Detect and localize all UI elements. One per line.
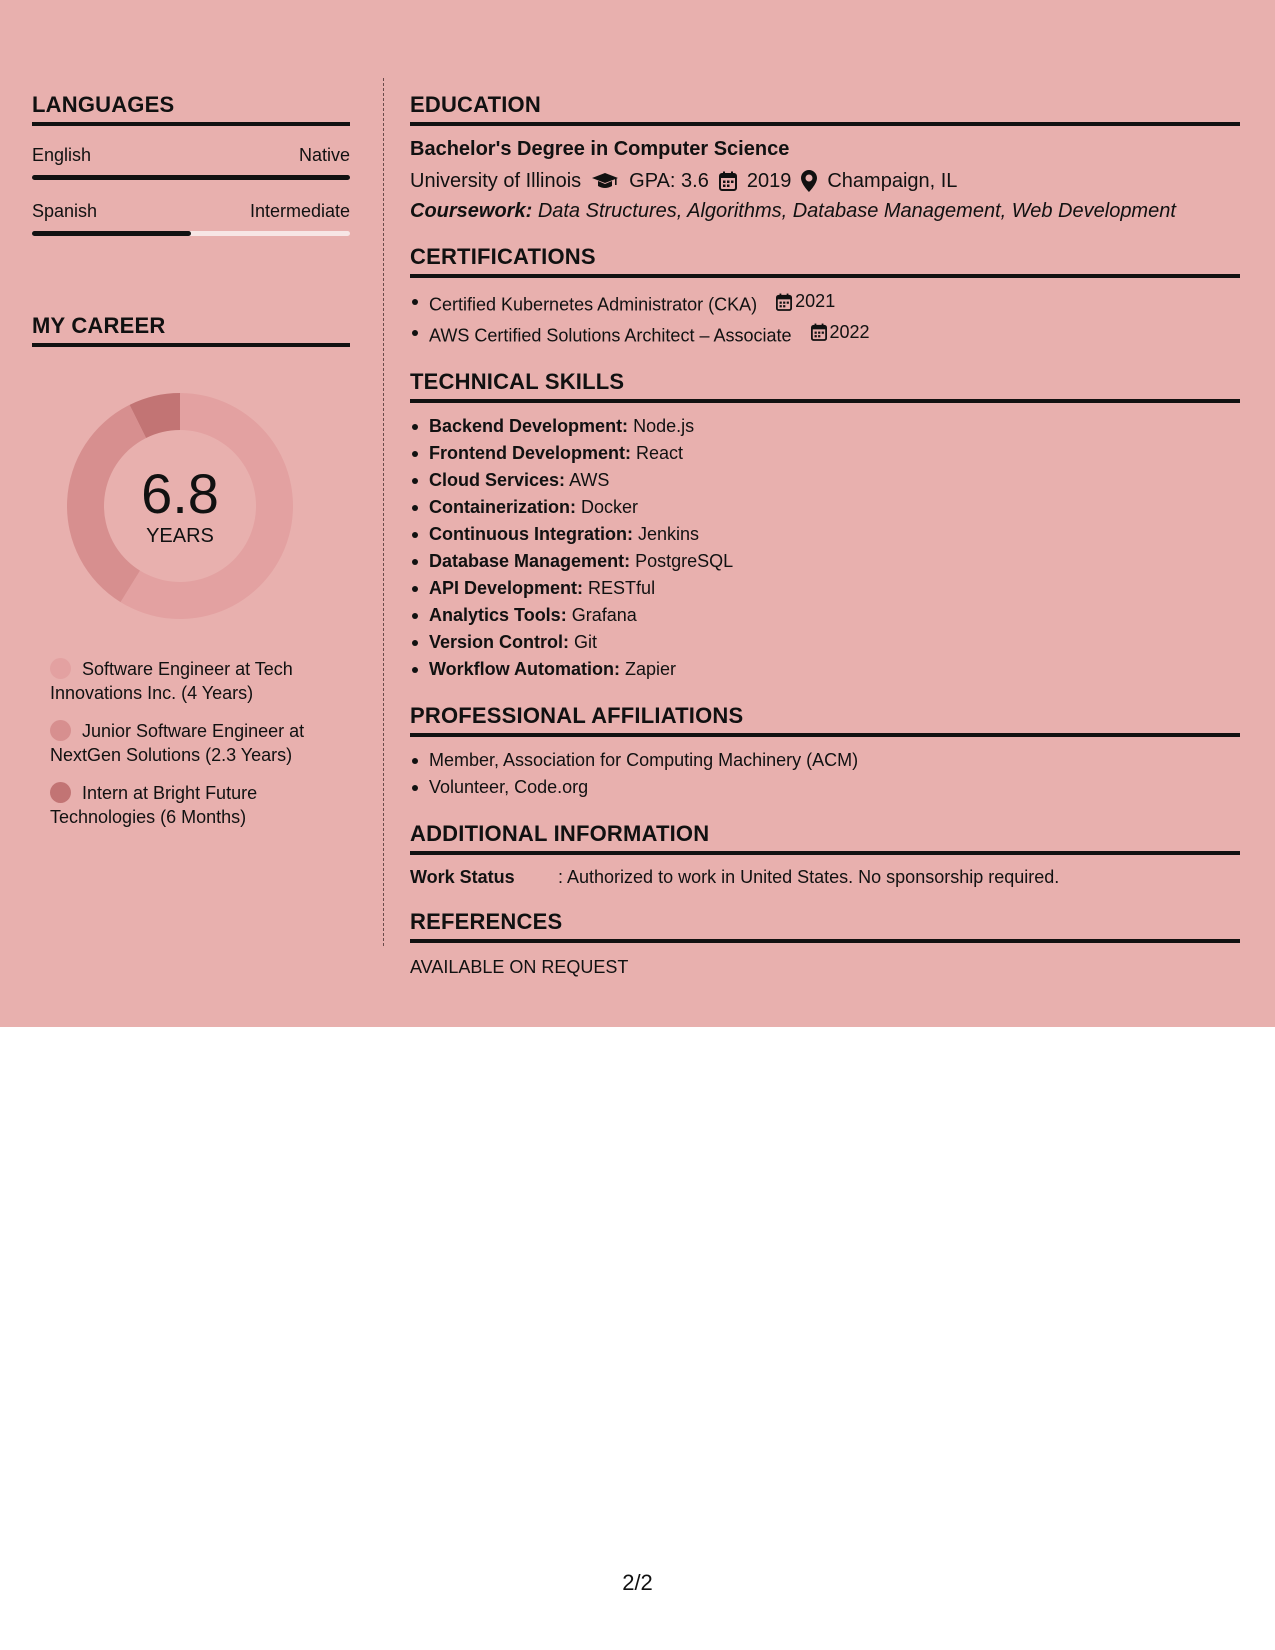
skill-category: Workflow Automation: [429,659,620,679]
right-column [410,92,1240,979]
legend-dot [50,782,71,803]
career-donut-chart [65,391,295,621]
education-coursework [410,198,1240,224]
references-text: AVAILABLE ON REQUEST [410,957,629,977]
certifications-section [410,244,1240,349]
graduation-cap-icon [591,172,619,190]
legend-dot [50,720,71,741]
skill-value: React [636,443,684,463]
list-item [410,575,1240,602]
languages-title: LANGUAGES [32,92,350,126]
list-item [410,319,1240,350]
skills-title: TECHNICAL SKILLS [410,369,1240,403]
education-school: University of Illinois [410,170,582,192]
calendar-icon [776,293,792,311]
skill-category: Analytics Tools: [429,605,567,625]
skills-list [410,413,1240,683]
skill-category: Continuous Integration: [429,524,633,544]
certifications-list [410,288,1240,349]
list-item: Volunteer, Code.org [410,774,1240,801]
list-item [410,413,1240,440]
legend-dot [50,658,71,679]
legend-label: Intern at Bright Future Technologies (6 Months) [50,783,258,827]
language-item [32,144,350,180]
map-pin-icon [801,170,817,192]
skills-section [410,369,1240,683]
legend-item [50,719,320,767]
left-column [32,92,350,843]
certifications-title: CERTIFICATIONS [410,244,1240,278]
skill-category: API Development: [429,578,584,598]
affiliations-title: PROFESSIONAL AFFILIATIONS [410,703,1240,737]
skill-category: Backend Development: [429,416,629,436]
work-status-row [410,865,1240,889]
skill-category: Containerization: [429,497,576,517]
education-degree: Bachelor's Degree in Computer Science [410,138,790,160]
references-section [410,909,1240,979]
language-level: Native [298,145,350,165]
column-divider [383,78,384,946]
certification-name: AWS Certified Solutions Architect – Associate [429,325,792,345]
total-years-value: 6.8 [141,462,219,525]
skill-value: PostgreSQL [635,551,734,571]
certification-name: Certified Kubernetes Administrator (CKA) [429,294,758,315]
legend-item [50,781,320,829]
certification-year: 2022 [829,321,870,342]
list-item [410,548,1240,575]
skill-value: Docker [581,497,639,517]
language-bar [32,175,350,180]
certification-year: 2021 [795,291,836,311]
legend-label: Junior Software Engineer at NextGen Solutions (2.3 Years) [50,721,305,765]
education-year: 2019 [746,170,792,192]
skill-category: Database Management: [429,551,631,571]
list-item [410,656,1240,683]
affiliations-list [410,747,1240,801]
list-item [410,467,1240,494]
skill-value: Node.js [633,416,695,436]
language-level: Intermediate [249,201,350,221]
additional-info-title: ADDITIONAL INFORMATION [410,821,1240,855]
list-item [410,602,1240,629]
language-name: Spanish [32,201,98,221]
education-location: Champaign, IL [827,170,958,192]
language-bar-fill [32,231,191,236]
skill-value: AWS [569,470,610,490]
work-status-label: Work Status [410,867,515,887]
donut-center [65,391,295,621]
skill-value: RESTful [588,578,656,598]
list-item [410,288,1240,319]
list-item: Member, Association for Computing Machinery (ACM) [410,747,1240,774]
legend-label: Software Engineer at Tech Innovations Inc. (4 Years) [50,659,293,703]
skill-category: Version Control: [429,632,570,652]
education-title: EDUCATION [410,92,1240,126]
skill-category: Cloud Services: [429,470,566,490]
skill-value: Git [574,632,598,652]
work-status-value: : Authorized to work in United States. No sponsorship required. [558,867,1060,887]
education-gpa: GPA: 3.6 [629,170,709,192]
affiliations-section [410,703,1240,801]
legend-item [50,657,320,705]
calendar-icon [811,323,827,341]
career-legend [50,657,350,829]
page-number: 2/2 [622,1570,653,1595]
language-bar [32,231,350,236]
education-section [410,92,1240,224]
coursework-label: Coursework: [410,200,533,222]
list-item [410,629,1240,656]
list-item [410,494,1240,521]
additional-info-section [410,821,1240,889]
list-item [410,440,1240,467]
skill-value: Zapier [625,659,677,679]
skill-value: Grafana [571,605,637,625]
skill-value: Jenkins [637,524,700,544]
career-title: MY CAREER [32,313,350,347]
education-details [410,168,1240,194]
list-item [410,521,1240,548]
skill-category: Frontend Development: [429,443,632,463]
calendar-icon [719,171,737,191]
references-title: REFERENCES [410,909,1240,943]
language-bar-fill [32,175,350,180]
coursework-list: Data Structures, Algorithms, Database Management, Web Development [537,200,1176,222]
language-name: English [32,145,92,165]
language-item [32,200,350,236]
total-years-unit: YEARS [146,525,214,547]
